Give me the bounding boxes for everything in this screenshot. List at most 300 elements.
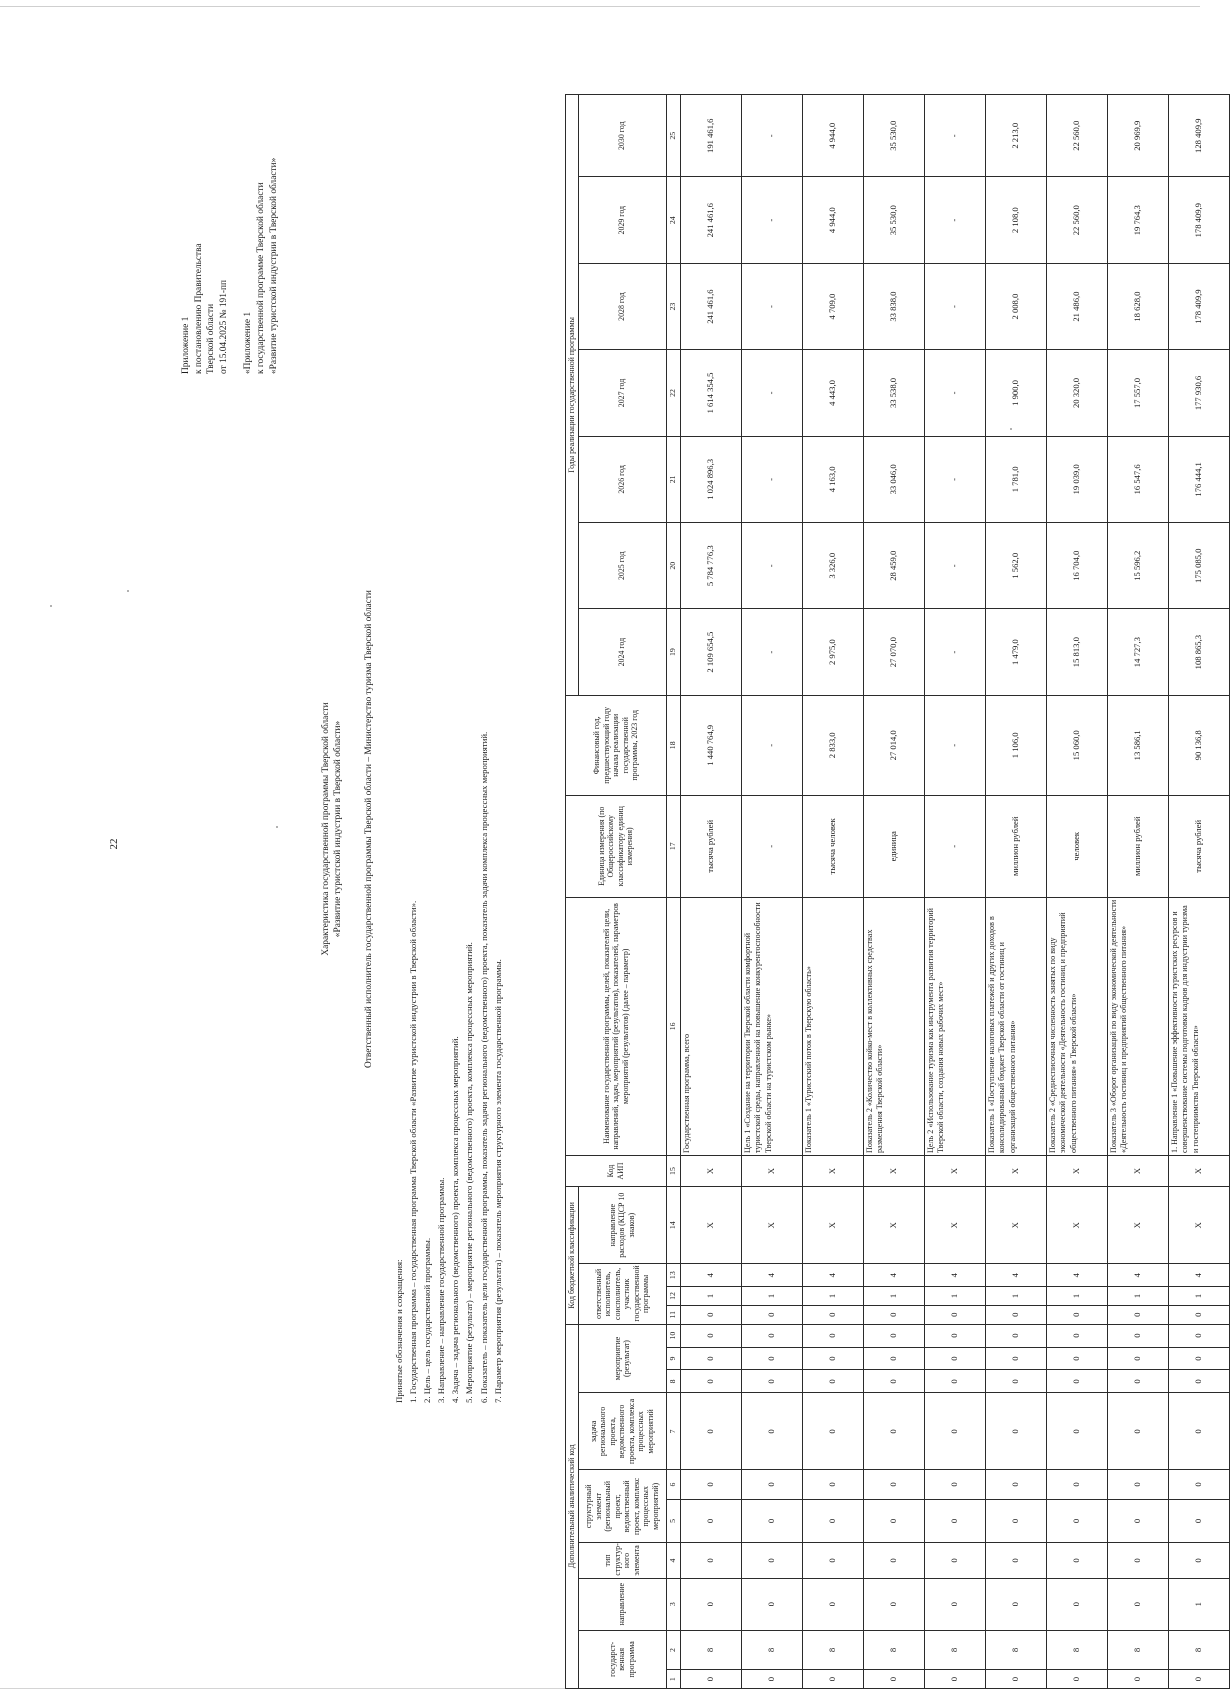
code-cell: 0 xyxy=(741,1499,802,1543)
year-value-cell: - xyxy=(924,436,985,522)
code-cell: 0 xyxy=(802,1305,863,1324)
column-number: 18 xyxy=(666,695,680,795)
definition-item: 3. Направление – направление государственной программы. xyxy=(436,1177,447,1403)
year-value-cell: - xyxy=(924,263,985,349)
unit-cell: тысяча рублей xyxy=(680,795,741,897)
year-value-cell: - xyxy=(741,95,802,178)
year-value-cell: 4 443,0 xyxy=(802,350,863,436)
code-cell: 0 xyxy=(924,1670,985,1689)
row-name-cell: Показатель 3 «Оборот организаций по виду экономической деятельности «Деятельность гостиниц и предприятий общественного питания» xyxy=(1107,897,1168,1155)
code-cell: 0 xyxy=(802,1543,863,1578)
column-number: 5 xyxy=(666,1499,680,1543)
year-value-cell: - xyxy=(924,350,985,436)
base-year-value-cell: 15 060,0 xyxy=(1046,695,1107,795)
code-cell: 0 xyxy=(741,1347,802,1370)
code-cell: 1 xyxy=(680,1287,741,1306)
code-cell: X xyxy=(741,1155,802,1186)
row-name-cell: Государственная программа, всего xyxy=(680,897,741,1155)
year-value-cell: 178 409,9 xyxy=(1168,263,1229,349)
code-cell: 0 xyxy=(863,1305,924,1324)
year-value-cell: 17 557,0 xyxy=(1107,350,1168,436)
year-value-cell: 5 784 776,3 xyxy=(680,523,741,609)
code-cell: 0 xyxy=(1046,1470,1107,1499)
code-cell: 0 xyxy=(1168,1347,1229,1370)
page-number: 22 xyxy=(108,838,120,850)
code-cell: 8 xyxy=(863,1630,924,1670)
unit-cell: - xyxy=(741,795,802,897)
unit-cell: миллион рублей xyxy=(985,795,1046,897)
code-cell: 0 xyxy=(1168,1499,1229,1543)
code-cell: 0 xyxy=(802,1670,863,1689)
code-cell: 0 xyxy=(680,1499,741,1543)
code-cell: 0 xyxy=(1107,1393,1168,1470)
base-year-value-cell: 27 014,0 xyxy=(863,695,924,795)
heading-line-2: «Развитие туристской индустрии в Тверской области» xyxy=(333,720,344,938)
year-value-cell: - xyxy=(924,609,985,695)
appendix-line: «Приложение 1 xyxy=(243,311,254,374)
table-row xyxy=(1168,95,1229,1689)
header-year: 2029 год xyxy=(578,177,666,263)
year-value-cell: 176 444,1 xyxy=(1168,436,1229,522)
code-cell: 8 xyxy=(1046,1630,1107,1670)
code-cell: 1 xyxy=(1046,1287,1107,1306)
code-cell: 0 xyxy=(924,1470,985,1499)
code-cell: 0 xyxy=(924,1305,985,1324)
table-body xyxy=(680,95,1229,1689)
base-year-value-cell: 13 586,1 xyxy=(1107,695,1168,795)
code-cell: X xyxy=(863,1187,924,1264)
code-cell: 0 xyxy=(924,1324,985,1347)
code-cell: 4 xyxy=(1107,1264,1168,1287)
appendix-line: от 15.04.2025 № 191-пп xyxy=(218,279,229,374)
year-value-cell: 1 781,0 xyxy=(985,436,1046,522)
table-row xyxy=(863,95,924,1689)
year-value-cell: 35 530,0 xyxy=(863,177,924,263)
code-cell: 0 xyxy=(802,1393,863,1470)
definitions-title: Принятые обозначения и сокращения: xyxy=(394,1259,404,1403)
unit-cell: единица xyxy=(863,795,924,897)
unit-cell: тысяча рублей xyxy=(1168,795,1229,897)
code-cell: 0 xyxy=(680,1470,741,1499)
column-number: 15 xyxy=(666,1155,680,1186)
column-number-row xyxy=(666,95,680,1689)
year-value-cell: 1 562,0 xyxy=(985,523,1046,609)
code-cell: 0 xyxy=(802,1499,863,1543)
code-cell: 0 xyxy=(863,1578,924,1630)
code-cell: 0 xyxy=(680,1543,741,1578)
year-value-cell: 33 046,0 xyxy=(863,436,924,522)
header-meropr: мероприятие (результат) xyxy=(578,1324,666,1393)
code-cell: 0 xyxy=(1168,1370,1229,1393)
code-cell: 4 xyxy=(985,1264,1046,1287)
unit-cell: - xyxy=(924,795,985,897)
code-cell: 8 xyxy=(1168,1630,1229,1670)
code-cell: 0 xyxy=(1107,1499,1168,1543)
code-cell: 1 xyxy=(1168,1287,1229,1306)
definition-item: 7. Параметр мероприятия (результата) – показатель мероприятия структурного элемента государственной программы. xyxy=(492,959,503,1403)
year-value-cell: 19 039,0 xyxy=(1046,436,1107,522)
heading-line-1: Характеристика государственной программы Тверской области xyxy=(321,702,331,956)
year-value-cell: - xyxy=(741,177,802,263)
column-number: 9 xyxy=(666,1347,680,1370)
column-number: 12 xyxy=(666,1287,680,1306)
code-cell: 0 xyxy=(1107,1370,1168,1393)
column-number: 1 xyxy=(666,1670,680,1689)
column-number: 6 xyxy=(666,1470,680,1499)
code-cell: X xyxy=(802,1155,863,1186)
year-value-cell: 178 409,9 xyxy=(1168,177,1229,263)
base-year-value-cell: 90 136,8 xyxy=(1168,695,1229,795)
code-cell: 4 xyxy=(802,1264,863,1287)
year-value-cell: 20 969,9 xyxy=(1107,95,1168,178)
code-cell: 0 xyxy=(1168,1393,1229,1470)
code-cell: 0 xyxy=(985,1370,1046,1393)
header-name: Наименование государственной программы, целей, показателей цели, направлений, задач, мероприятий (результатов), показателей, параметров мероприятий (результатов) (далее – параметр) xyxy=(566,897,667,1155)
column-number: 3 xyxy=(666,1578,680,1630)
code-cell: 0 xyxy=(985,1470,1046,1499)
column-number: 14 xyxy=(666,1187,680,1264)
code-cell: 8 xyxy=(924,1630,985,1670)
code-cell: 0 xyxy=(924,1393,985,1470)
header-dak: Дополнительный аналитический код xyxy=(566,1324,579,1688)
code-cell: 0 xyxy=(863,1347,924,1370)
code-cell: 1 xyxy=(1107,1287,1168,1306)
code-cell: 1 xyxy=(1168,1578,1229,1630)
code-cell: X xyxy=(924,1155,985,1186)
code-cell: 0 xyxy=(741,1543,802,1578)
code-cell: X xyxy=(1107,1155,1168,1186)
code-cell: 0 xyxy=(985,1578,1046,1630)
year-value-cell: 3 326,0 xyxy=(802,523,863,609)
code-cell: 0 xyxy=(863,1393,924,1470)
year-value-cell: 4 944,0 xyxy=(802,95,863,178)
document-heading xyxy=(320,379,345,1279)
code-cell: 8 xyxy=(802,1630,863,1670)
year-value-cell: - xyxy=(741,350,802,436)
code-cell: 0 xyxy=(741,1305,802,1324)
appendix-line: к государственной программе Тверской области xyxy=(255,182,266,374)
definition-item: 1. Государственная программа – государственная программа Тверской области «Развитие туристской индустрии в Тверской области». xyxy=(408,900,419,1403)
header-otv: ответственный исполнитель, соисполнитель, участник государственной программы xyxy=(578,1264,666,1324)
code-cell: 0 xyxy=(741,1393,802,1470)
year-value-cell: - xyxy=(924,95,985,178)
row-name-cell: Цель 2 «Использование туризма как инструмента развития территорий Тверской области, создания новых рабочих мест» xyxy=(924,897,985,1155)
code-cell: 8 xyxy=(985,1630,1046,1670)
code-cell: 0 xyxy=(1107,1305,1168,1324)
code-cell: 1 xyxy=(924,1287,985,1306)
year-value-cell: 20 320,0 xyxy=(1046,350,1107,436)
definitions-list xyxy=(392,253,505,1403)
code-cell: 0 xyxy=(985,1305,1046,1324)
table-row xyxy=(985,95,1046,1689)
code-cell: 0 xyxy=(1168,1470,1229,1499)
table-row xyxy=(1107,95,1168,1689)
column-number: 13 xyxy=(666,1264,680,1287)
unit-cell: тысяча человек xyxy=(802,795,863,897)
table-row xyxy=(1046,95,1107,1689)
header-zadacha: задача регионального проекта, ведомственного проекта, комплекса процессных мероприятий xyxy=(578,1393,666,1470)
code-cell: 0 xyxy=(1046,1347,1107,1370)
code-cell: 0 xyxy=(1168,1670,1229,1689)
code-cell: 4 xyxy=(863,1264,924,1287)
year-value-cell: 241 461,6 xyxy=(680,177,741,263)
code-cell: X xyxy=(680,1155,741,1186)
column-number: 21 xyxy=(666,436,680,522)
header-napr: направление xyxy=(578,1578,666,1630)
code-cell: 4 xyxy=(924,1264,985,1287)
column-number: 10 xyxy=(666,1324,680,1347)
header-gp: государст- венная программа xyxy=(578,1630,666,1688)
code-cell: 0 xyxy=(924,1499,985,1543)
code-cell: 0 xyxy=(1046,1305,1107,1324)
code-cell: 0 xyxy=(1107,1470,1168,1499)
code-cell: 0 xyxy=(680,1393,741,1470)
column-number: 4 xyxy=(666,1543,680,1578)
row-name-cell: Показатель 2 «Среднесписочная численность занятых по виду экономической деятельности «Деятельность гостиниц и предприятий общественного питания» в Тверской области» xyxy=(1046,897,1107,1155)
definition-item: 4. Задача – задача регионального (ведомственного) проекта, комплекса процессных мероприятий. xyxy=(450,1036,461,1403)
year-value-cell: 108 865,3 xyxy=(1168,609,1229,695)
code-cell: 0 xyxy=(1107,1347,1168,1370)
year-value-cell: 27 070,0 xyxy=(863,609,924,695)
code-cell: 0 xyxy=(985,1499,1046,1543)
year-value-cell: 35 530,0 xyxy=(863,95,924,178)
code-cell: 0 xyxy=(863,1370,924,1393)
header-kbk: Код бюджетной классификации xyxy=(566,1187,579,1324)
code-cell: X xyxy=(1046,1155,1107,1186)
code-cell: 0 xyxy=(1168,1543,1229,1578)
header-struct: структурный элемент (региональный проект, ведомственный проект, комплекс процессных мероприятий) xyxy=(578,1470,666,1543)
year-value-cell: 33 538,0 xyxy=(863,350,924,436)
header-base-year: Финансовый год, предшествующий году начала реализации государственной программы, 2023 год xyxy=(566,695,667,795)
table-row xyxy=(741,95,802,1689)
table-row xyxy=(680,95,741,1689)
code-cell: 0 xyxy=(985,1670,1046,1689)
code-cell: 0 xyxy=(741,1670,802,1689)
appendix-note xyxy=(180,0,280,374)
unit-cell: человек xyxy=(1046,795,1107,897)
code-cell: X xyxy=(802,1187,863,1264)
code-cell: 0 xyxy=(741,1370,802,1393)
code-cell: 0 xyxy=(863,1543,924,1578)
base-year-value-cell: - xyxy=(741,695,802,795)
year-value-cell: 128 409,9 xyxy=(1168,95,1229,178)
code-cell: 8 xyxy=(741,1630,802,1670)
code-cell: 8 xyxy=(1107,1630,1168,1670)
code-cell: 0 xyxy=(1107,1670,1168,1689)
base-year-value-cell: - xyxy=(924,695,985,795)
column-number: 23 xyxy=(666,263,680,349)
year-value-cell: - xyxy=(924,523,985,609)
column-number: 22 xyxy=(666,350,680,436)
appendix-line: к постановлению Правительства xyxy=(193,243,204,374)
header-year: 2030 год xyxy=(578,95,666,178)
code-cell: 0 xyxy=(680,1324,741,1347)
code-cell: 0 xyxy=(1046,1370,1107,1393)
column-number: 8 xyxy=(666,1370,680,1393)
header-year: 2028 год xyxy=(578,263,666,349)
year-value-cell: 2 108,0 xyxy=(985,177,1046,263)
year-value-cell: 28 459,0 xyxy=(863,523,924,609)
code-cell: 0 xyxy=(741,1578,802,1630)
code-cell: 0 xyxy=(680,1370,741,1393)
year-value-cell: 177 930,6 xyxy=(1168,350,1229,436)
code-cell: X xyxy=(985,1187,1046,1264)
header-unit: Единица измерения (по Общероссийскому классификатору единиц измерения) xyxy=(566,795,667,897)
year-value-cell: - xyxy=(924,177,985,263)
code-cell: X xyxy=(680,1187,741,1264)
year-value-cell: - xyxy=(741,523,802,609)
column-number: 25 xyxy=(666,95,680,178)
column-number: 24 xyxy=(666,177,680,263)
year-value-cell: 4 163,0 xyxy=(802,436,863,522)
code-cell: 0 xyxy=(985,1324,1046,1347)
header-row-1 xyxy=(566,95,579,1689)
code-cell: 0 xyxy=(924,1543,985,1578)
code-cell: 4 xyxy=(1046,1264,1107,1287)
year-value-cell: 22 560,0 xyxy=(1046,95,1107,178)
year-value-cell: 21 486,0 xyxy=(1046,263,1107,349)
table-row xyxy=(924,95,985,1689)
code-cell: 0 xyxy=(1168,1305,1229,1324)
code-cell: 0 xyxy=(1107,1578,1168,1630)
definition-item: 2. Цель – цель государственной программы. xyxy=(422,1237,433,1403)
year-value-cell: 1 900,0 xyxy=(985,350,1046,436)
row-name-cell: 1. Направление 1 «Повышение эффективности туристских ресурсов и совершенствование системы подготовки кадров для индустрии туризма и гостеприимства Тверской области» xyxy=(1168,897,1229,1155)
header-year: 2026 год xyxy=(578,436,666,522)
year-value-cell: 16 547,6 xyxy=(1107,436,1168,522)
code-cell: 0 xyxy=(741,1470,802,1499)
year-value-cell: 2 975,0 xyxy=(802,609,863,695)
base-year-value-cell: 1 106,0 xyxy=(985,695,1046,795)
year-value-cell: 18 628,0 xyxy=(1107,263,1168,349)
code-cell: 0 xyxy=(802,1470,863,1499)
code-cell: X xyxy=(1168,1155,1229,1186)
code-cell: 0 xyxy=(985,1393,1046,1470)
year-value-cell: 191 461,6 xyxy=(680,95,741,178)
code-cell: 0 xyxy=(802,1324,863,1347)
code-cell: X xyxy=(924,1187,985,1264)
unit-cell: миллион рублей xyxy=(1107,795,1168,897)
code-cell: 0 xyxy=(985,1543,1046,1578)
year-value-cell: 19 764,3 xyxy=(1107,177,1168,263)
code-cell: 0 xyxy=(680,1305,741,1324)
column-number: 16 xyxy=(666,897,680,1155)
code-cell: 0 xyxy=(863,1499,924,1543)
code-cell: 0 xyxy=(863,1670,924,1689)
code-cell: 0 xyxy=(863,1324,924,1347)
appendix-line: «Развитие туристской индустрии в Тверской области» xyxy=(268,157,279,374)
code-cell: X xyxy=(985,1155,1046,1186)
row-name-cell: Показатель 2 «Количество койко-мест в коллективных средствах размещения Тверской области» xyxy=(863,897,924,1155)
column-number: 20 xyxy=(666,523,680,609)
definition-item: 6. Показатель – показатель цели государственной программы, показатель задачи регионального (ведомственного) проекта, показатель задачи комплекса процессных мероприятий. xyxy=(478,731,489,1403)
code-cell: X xyxy=(863,1155,924,1186)
header-years-group: Годы реализации государственной программы xyxy=(566,95,579,696)
column-number: 2 xyxy=(666,1630,680,1670)
header-kod-aip: Код АИП xyxy=(566,1155,667,1186)
code-cell: 0 xyxy=(741,1324,802,1347)
year-value-cell: 22 560,0 xyxy=(1046,177,1107,263)
year-value-cell: 16 704,0 xyxy=(1046,523,1107,609)
row-name-cell: Показатель 1 «Поступление налоговых платежей и других доходов в консолидированный бюджет Тверской области от гостиниц и организаций общественного питания» xyxy=(985,897,1046,1155)
header-year: 2027 год xyxy=(578,350,666,436)
year-value-cell: 15 596,2 xyxy=(1107,523,1168,609)
code-cell: X xyxy=(741,1187,802,1264)
year-value-cell: 2 213,0 xyxy=(985,95,1046,178)
appendix-line: Тверской области xyxy=(206,303,217,374)
code-cell: 8 xyxy=(680,1630,741,1670)
code-cell: 0 xyxy=(1046,1393,1107,1470)
code-cell: 0 xyxy=(1046,1543,1107,1578)
year-value-cell: - xyxy=(741,436,802,522)
code-cell: 1 xyxy=(863,1287,924,1306)
code-cell: 1 xyxy=(802,1287,863,1306)
year-value-cell: 4 944,0 xyxy=(802,177,863,263)
code-cell: X xyxy=(1046,1187,1107,1264)
column-number: 19 xyxy=(666,609,680,695)
code-cell: 0 xyxy=(680,1347,741,1370)
base-year-value-cell: 2 833,0 xyxy=(802,695,863,795)
header-napr-rash: направление расходов (КЦСР 10 знаков) xyxy=(578,1187,666,1264)
year-value-cell: - xyxy=(741,609,802,695)
code-cell: 0 xyxy=(1046,1324,1107,1347)
code-cell: 0 xyxy=(1046,1578,1107,1630)
table-row xyxy=(802,95,863,1689)
column-number: 11 xyxy=(666,1305,680,1324)
code-cell: X xyxy=(1168,1187,1229,1264)
code-cell: 0 xyxy=(802,1370,863,1393)
year-value-cell: 1 024 896,3 xyxy=(680,436,741,522)
code-cell: 0 xyxy=(1168,1324,1229,1347)
code-cell: 1 xyxy=(741,1287,802,1306)
year-value-cell: 2 109 654,5 xyxy=(680,609,741,695)
code-cell: 0 xyxy=(1107,1543,1168,1578)
code-cell: 0 xyxy=(1046,1499,1107,1543)
code-cell: 0 xyxy=(1046,1670,1107,1689)
code-cell: 0 xyxy=(924,1370,985,1393)
year-value-cell: 1 614 354,5 xyxy=(680,350,741,436)
code-cell: X xyxy=(1107,1187,1168,1264)
code-cell: 0 xyxy=(1107,1324,1168,1347)
year-value-cell: 241 461,6 xyxy=(680,263,741,349)
year-value-cell: 175 085,0 xyxy=(1168,523,1229,609)
code-cell: 0 xyxy=(863,1470,924,1499)
base-year-value-cell: 1 440 764,9 xyxy=(680,695,741,795)
code-cell: 1 xyxy=(985,1287,1046,1306)
year-value-cell: 2 008,0 xyxy=(985,263,1046,349)
program-characteristics-table xyxy=(565,94,1230,1689)
code-cell: 4 xyxy=(741,1264,802,1287)
year-value-cell: 15 813,0 xyxy=(1046,609,1107,695)
column-number: 7 xyxy=(666,1393,680,1470)
header-year: 2025 год xyxy=(578,523,666,609)
header-year: 2024 год xyxy=(578,609,666,695)
code-cell: 0 xyxy=(680,1578,741,1630)
year-value-cell: 1 479,0 xyxy=(985,609,1046,695)
row-name-cell: Показатель 1 «Туристский поток в Тверскую область» xyxy=(802,897,863,1155)
year-value-cell: 14 727,3 xyxy=(1107,609,1168,695)
year-value-cell: - xyxy=(741,263,802,349)
year-value-cell: 4 709,0 xyxy=(802,263,863,349)
responsible-executor: Ответственный исполнитель государственной программы Тверской области – Министерство туризма Тверской области xyxy=(364,590,374,1068)
row-name-cell: Цель 1 «Создание на территории Тверской области комфортной туристской среды, направленной на повышение конкурентоспособности Тверской области на туристском рынке» xyxy=(741,897,802,1155)
definition-item: 5. Мероприятие (результат) – мероприятие регионального (ведомственного) проекта, комплекса процессных мероприятий. xyxy=(464,942,475,1403)
code-cell: 4 xyxy=(1168,1264,1229,1287)
code-cell: 0 xyxy=(802,1347,863,1370)
column-number: 17 xyxy=(666,795,680,897)
appendix-line: Приложение 1 xyxy=(181,316,191,374)
code-cell: 4 xyxy=(680,1264,741,1287)
